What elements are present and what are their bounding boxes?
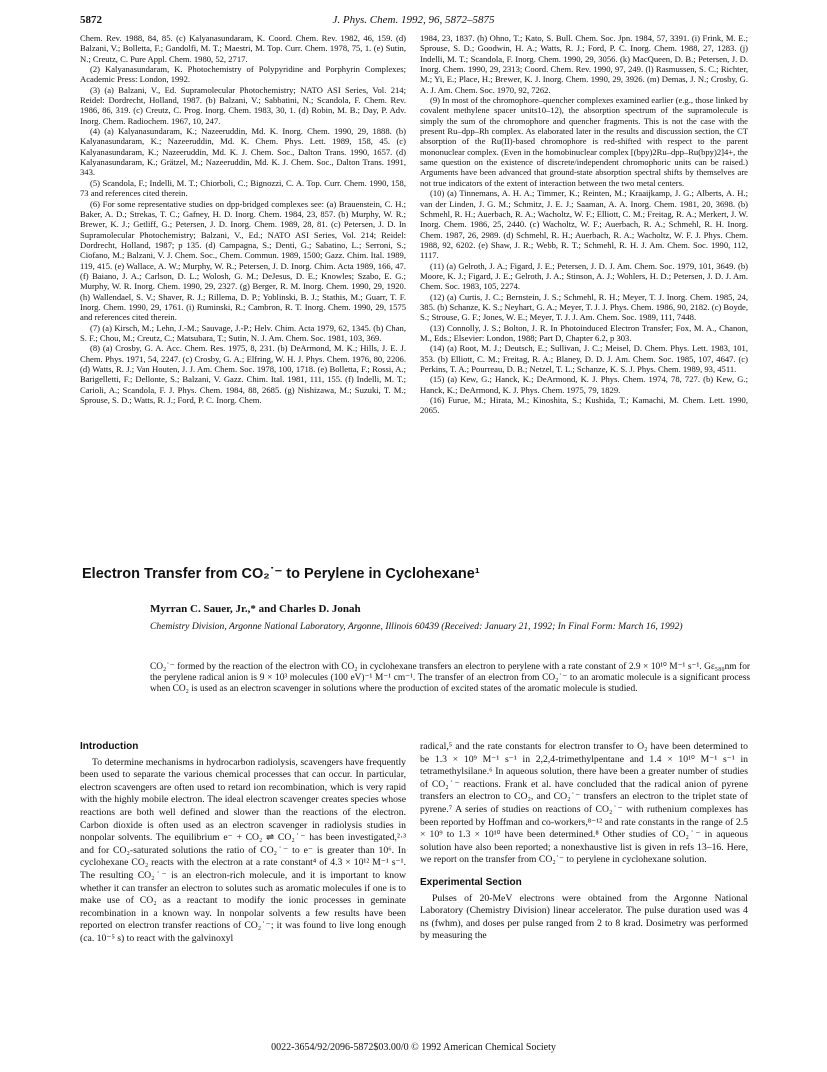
reference-entry: (3) (a) Balzani, V., Ed. Supramolecular Photochemistry; NATO ASI Series, Vol. 214; Reidel: Dordrecht, Holland, 1987. (b) Balzani, V.; Sabbatini, N.; Scandola, F. Chem. Rev. 1986, 86, 319. (c) Creutz, C. Prog. Inorg. Chem. 1983, 30, 1. (d) Robin, M. B.; Day, P. Adv. Inorg. Chem. Radiochem. 1967, 10, 247. <box>80 84 406 126</box>
article-authors: Myrran C. Sauer, Jr.,* and Charles D. Jonah <box>150 603 361 615</box>
body-paragraph: radical,⁵ and the rate constants for electron transfer to O₂ have been determined to be 1.3 × 10⁹ M⁻¹ s⁻¹ in 2,2,4-trimethylpentane and 1.4 × 10¹⁰ M⁻¹ s⁻¹ in tetramethylsilane.⁶ In aqueous solution, there have been a greater number of studies of CO₂˙⁻ reactions. Frank et al. have concluded that the radical anion of pyrene transfers an electron to CO₂, and CO₂˙⁻ transfers an electron to the triplet state of pyrene.⁷ A series of studies on reactions of CO₂˙⁻ with ruthenium complexes has been reported by Hoffman and co-workers,⁸⁻¹² and rate constants in the range of 2.5 × 10⁹ to 1.3 × 10¹⁰ have been determined.⁸ Other studies of CO₂˙⁻ in aqueous solution have also been reported; a nonexhaustive list is given in refs 13–16. Here, we report on the transfer from CO₂˙⁻ to perylene in cyclohexane solution. <box>420 741 748 866</box>
reference-entry: (6) For some representative studies on dpp-bridged complexes see: (a) Brauenstein, C. H.; Baker, A. D.; Strekas, T. C.; Gafney, H. D. Inorg. Chem. 1984, 23, 857. (b) Murphy, W. R.; Brewer, K. J.; Getliff, G.; Petersen, J. D. Inorg. Chem. 1989, 28, 81. (c) Petersen, J. D. In Supramolecular Photochemistry; Balzani, V., Ed.; NATO ASI Series, Vol. 214; Reidel: Dordrecht, Holland, 1987; p 135. (d) Campagna, S.; Denti, G.; Sabatino, L.; Serroni, S.; Ciofano, M.; Balzani, V. J. Chem. Soc., Chem. Commun. 1989, 1500; Gazz. Chim. Ital. 1989, 119, 415. (e) Wallace, A. W.; Murphy, W. R.; Petersen, J. D. Inorg. Chim. Acta 1989, 166, 47. (f) Baiano, J. A.; Carlson, D. L.; Wolosh, G. M.; DeJesus, D. E.; Knowles; Szabo, E. G.; Murphy, W. R. Inorg. Chem. 1990, 29, 2327. (g) Berger, R. M. Inorg. Chem. 1990, 29, 1920. (h) Wallendael, S. V.; Shaver, R. J.; Rillema, D. P.; Yoblinski, B. J.; Stathis, M.; Guarr, T. F. Inorg. Chem. 1990, 29, 1761. (i) Ruminski, R.; Cambron, R. T. Inorg. Chem. 1990, 29, 1575 and references cited therein. <box>80 198 406 323</box>
experimental-heading: Experimental Section <box>420 876 522 888</box>
reference-entry: (5) Scandola, F.; Indelli, M. T.; Chiorboli, C.; Bignozzi, C. A. Top. Curr. Chem. 1990, 158, 73 and references cited therein. <box>80 177 406 199</box>
reference-entry: (11) (a) Gelroth, J. A.; Figard, J. E.; Petersen, J. D. J. Am. Chem. Soc. 1979, 101, 3649. (b) Moore, K. J.; Figard, J. E.; Gelroth, J. A.; Stinson, A. J.; Wohlers, H. D.; Petersen, J. D. J. Am. Chem. Soc. 1983, 105, 2274. <box>420 260 748 292</box>
right-body-column <box>420 741 748 943</box>
reference-entry: (9) In most of the chromophore–quencher complexes examined earlier (e.g., those linked by covalent methylene spacer units10–12), the absorption spectrum of the supramolecule is simply the sum of the chromophore and quencher fragments. This is not the case with the present Ru–dpp–Rh complex. As elaborated later in the results and discussion section, the CT absorption of the Ru(II)-based chromophore is red-shifted with respect to the parent mononuclear complex. (Even in the homobinuclear complex [(bpy)2Ru–dpp–Ru(bpy)2]4+, the same question on the existence of discrete/independent chromophoric units can be raised.) Arguments have been advanced that ground-state absorption spectral shifts by themselves are not true indicators of the extent of interaction between the two metal centers. <box>420 95 748 188</box>
article-abstract: CO₂˙⁻ formed by the reaction of the electron with CO₂ in cyclohexane transfers an electron to perylene with a rate constant of 2.9 × 10¹⁰ M⁻¹ s⁻¹. Gε₅₈₀nm for the perylene radical anion is 9 × 10³ molecules (100 eV)⁻¹ M⁻¹ cm⁻¹. The transfer of an electron from CO₂˙⁻ to an aromatic molecule is a significant process when CO₂ is used as an electron scavenger in solutions where the production of excited states of the aromatic molecule is studied. <box>150 662 750 695</box>
reference-entry: (14) (a) Root, M. J.; Deutsch, E.; Sullivan, J. C.; Meisel, D. Chem. Phys. Lett. 1983, 101, 353. (b) Elliott, C. M.; Freitag, R. A.; Blaney, D. D. J. Am. Chem. Soc. 1985, 107, 4647. (c) Perkins, T. A.; Pourreau, D. B.; Netzel, T. L.; Schanze, K. S. J. Phys. Chem. 1989, 93, 4511. <box>420 343 748 374</box>
reference-entry: 1984, 23, 1837. (h) Ohno, T.; Kato, S. Bull. Chem. Soc. Jpn. 1984, 57, 3391. (i) Frink, M. E.; Sprouse, S. D.; Goodwin, H. A.; Watts, R. J.; Ford, P. C. Inorg. Chem. 1988, 27, 1283. (j) Indelli, M. T.; Scandola, F. Inorg. Chem. 1990, 29, 3056. (k) MacQueen, D. B.; Petersen, J. D. Inorg. Chem. 1990, 29, 2313; Coord. Chem. Rev. 1990, 97, 249. (l) Rasmussen, S. C.; Richter, M.; Yi, E.; Place, H.; Brewer, K. J. Inorg. Chem. 1990, 29, 3926. (m) Demas, J. N.; Crosby, G. A. J. Am. Chem. Soc. 1970, 92, 7262. <box>420 33 748 95</box>
reference-entry: (8) (a) Crosby, G. A. Acc. Chem. Res. 1975, 8, 231. (b) DeArmond, M. K.; Hills, J. E. J. Chem. Phys. 1971, 54, 2247. (c) Crosby, G. A.; Elfring, W. H. J. Phys. Chem. 1976, 80, 2206. (d) Watts, R. J.; Van Houten, J. J. Am. Chem. Soc. 1978, 100, 1718. (e) Bolletta, F.; Rossi, A.; Barigelletti, F.; Dellonte, S.; Balzani, V. Gazz. Chim. Ital. 1981, 111, 155. (f) Indelli, M. T.; Carioli, A.; Scandola, F. J. Phys. Chem. 1984, 88, 2685. (g) Nishizawa, M.; Suzuki, T. M.; Sprouse, S. D.; Watts, R. J.; Ford, P. C. Inorg. Chem. <box>80 343 406 406</box>
reference-entry: (10) (a) Tinnemans, A. H. A.; Timmer, K.; Reinten, M.; Kraaijkamp, J. G.; Alberts, A. H.; van der Linden, J. G. M.; Schmitz, J. E. J.; Saaman, A. A. Inorg. Chem. 1981, 20, 3698. (b) Schmehl, R. H.; Auerbach, R. A.; Wacholtz, W. F.; Elliott, C. M.; Freitag, R. A.; Merkert, J. W. Inorg. Chem. 1986, 25, 2440. (c) Wacholtz, W. F.; Auerbach, R. A.; Schmehl, R. H. Inorg. Chem. 1987, 26, 2989. (d) Schmehl, R. H.; Auerbach, R. A.; Wacholtz, W. F. J. Phys. Chem. 1988, 92, 6202. (e) Shaw, J. R.; Webb, R. T.; Schmehl, R. H. J. Am. Chem. Soc. 1990, 112, 1117. <box>420 188 748 261</box>
reference-entry: (12) (a) Curtis, J. C.; Bernstein, J. S.; Schmehl, R. H.; Meyer, T. J. Inorg. Chem. 1985, 24, 385. (b) Schanze, K. S.; Neyhart, G. A.; Meyer, T. J. J. Phys. Chem. 1986, 90, 2182. (c) Boyde, S.; Strouse, G. F.; Jones, W. E.; Meyer, T. J. J. Am. Chem. Soc. 1989, 111, 7448. <box>420 291 748 323</box>
references-right-column <box>420 33 748 416</box>
page-footer: 0022-3654/92/2096-5872$03.00/0 © 1992 American Chemical Society <box>271 1042 556 1053</box>
running-title: J. Phys. Chem. 1992, 96, 5872–5875 <box>332 14 495 26</box>
reference-entry: (7) (a) Kirsch, M.; Lehn, J.-M.; Sauvage, J.-P.; Helv. Chim. Acta 1979, 62, 1345. (b) Chan, S. F.; Chou, M.; Creutz, C.; Matsubara, T.; Sutin, N. J. Am. Chem. Soc. 1981, 103, 369. <box>80 322 406 343</box>
reference-entry: (4) (a) Kalyanasundaram, K.; Nazeeruddin, Md. K. Inorg. Chem. 1990, 29, 1888. (b) Kalyanasundaram, K.; Nazeeruddin, Md. K. Chem. Phys. Lett. 1989, 158, 45. (c) Kalyanasundaram, K.; Nazeeruddin, Md. K. J. Chem. Soc., Dalton Trans. 1990, 1657. (d) Kalyanasundaram, K.; Grätzel, M.; Nazeeruddin, Md. K. J. Chem. Soc., Dalton Trans. 1991, 343. <box>80 126 406 178</box>
introduction-paragraph: To determine mechanisms in hydrocarbon radiolysis, scavengers have frequently been used to separate the various chemical processes that can occur. In particular, electron scavengers are often used to retard ion recombination, which is very rapid with the highly mobile electron. The ideal electron scavenger creates species whose reactions are both well defined and slower than the reactions of the electron. Carbon dioxide is often used as an electron scavenger in radiolysis studies in nonpolar solvents. The equilibrium e⁻ + CO₂ ⇌ CO₂˙⁻ has been investigated,²·³ and for CO₂-saturated solutions the ratio of CO₂˙⁻ to e⁻ is greater than 10⁶. In cyclohexane CO₂ reacts with the electron at a rate constant⁴ of 4.3 × 10¹² M⁻¹ s⁻¹. The resulting CO₂˙⁻ is an electron-rich molecule, and it is important to know whether it can transfer an electron to solutes such as aromatic molecules if one is to make use of CO₂ as a reactant to modify the ionic processes in geminate recombination in a known way. In nonpolar solvents a few results have been reported on electron transfer reactions of CO₂˙⁻; it was found to live long enough (ca. 10⁻⁵ s) to react with the galvinoxyl <box>80 756 406 944</box>
reference-entry: Chem. Rev. 1988, 84, 85. (c) Kalyanasundaram, K. Coord. Chem. Rev. 1982, 46, 159. (d) Balzani, V.; Bolletta, F.; Gandolfi, M. T.; Maestri, M. Top. Curr. Chem. 1978, 75, 1. (e) Sutin, N.; Creutz, C. Pure Appl. Chem. 1980, 52, 2717. <box>80 33 406 64</box>
reference-entry: (15) (a) Kew, G.; Hanck, K.; DeArmond, K. J. Phys. Chem. 1974, 78, 727. (b) Kew, G.; Hanck, K.; DeArmond, K. J. Phys. Chem. 1975, 79, 1829. <box>420 374 748 395</box>
introduction-heading: Introduction <box>80 741 139 752</box>
page-number: 5872 <box>80 14 102 26</box>
reference-entry: (2) Kalyanasundaram, K. Photochemistry of Polypyridine and Porphyrin Complexes; Academic Press: London, 1992. <box>80 64 406 85</box>
references-left-column <box>80 33 406 405</box>
experimental-paragraph: Pulses of 20-MeV electrons were obtained from the Argonne National Laboratory (Chemistry Division) linear accelerator. The pulse duration used was 4 ns (fwhm), and doses per pulse ranged from 2 to 8 krad. Dosimetry was performed by measuring the <box>420 892 748 942</box>
article-affiliation: Chemistry Division, Argonne National Laboratory, Argonne, Illinois 60439 (Received: January 21, 1992; In Final Form: March 16, 1992) <box>150 621 683 632</box>
reference-entry: (13) Connolly, J. S.; Bolton, J. R. In Photoinduced Electron Transfer; Fox, M. A., Chanon, M., Eds.; Elsevier: London, 1988; Part D, Chapter 6.2, p 303. <box>420 322 748 343</box>
reference-entry: (16) Furue, M.; Hirata, M.; Kinoshita, S.; Kushida, T.; Kamachi, M. Chem. Lett. 1990, 2065. <box>420 395 748 416</box>
introduction-column <box>80 741 406 946</box>
article-title: Electron Transfer from CO₂˙⁻ to Perylene in Cyclohexane¹ <box>82 566 480 582</box>
